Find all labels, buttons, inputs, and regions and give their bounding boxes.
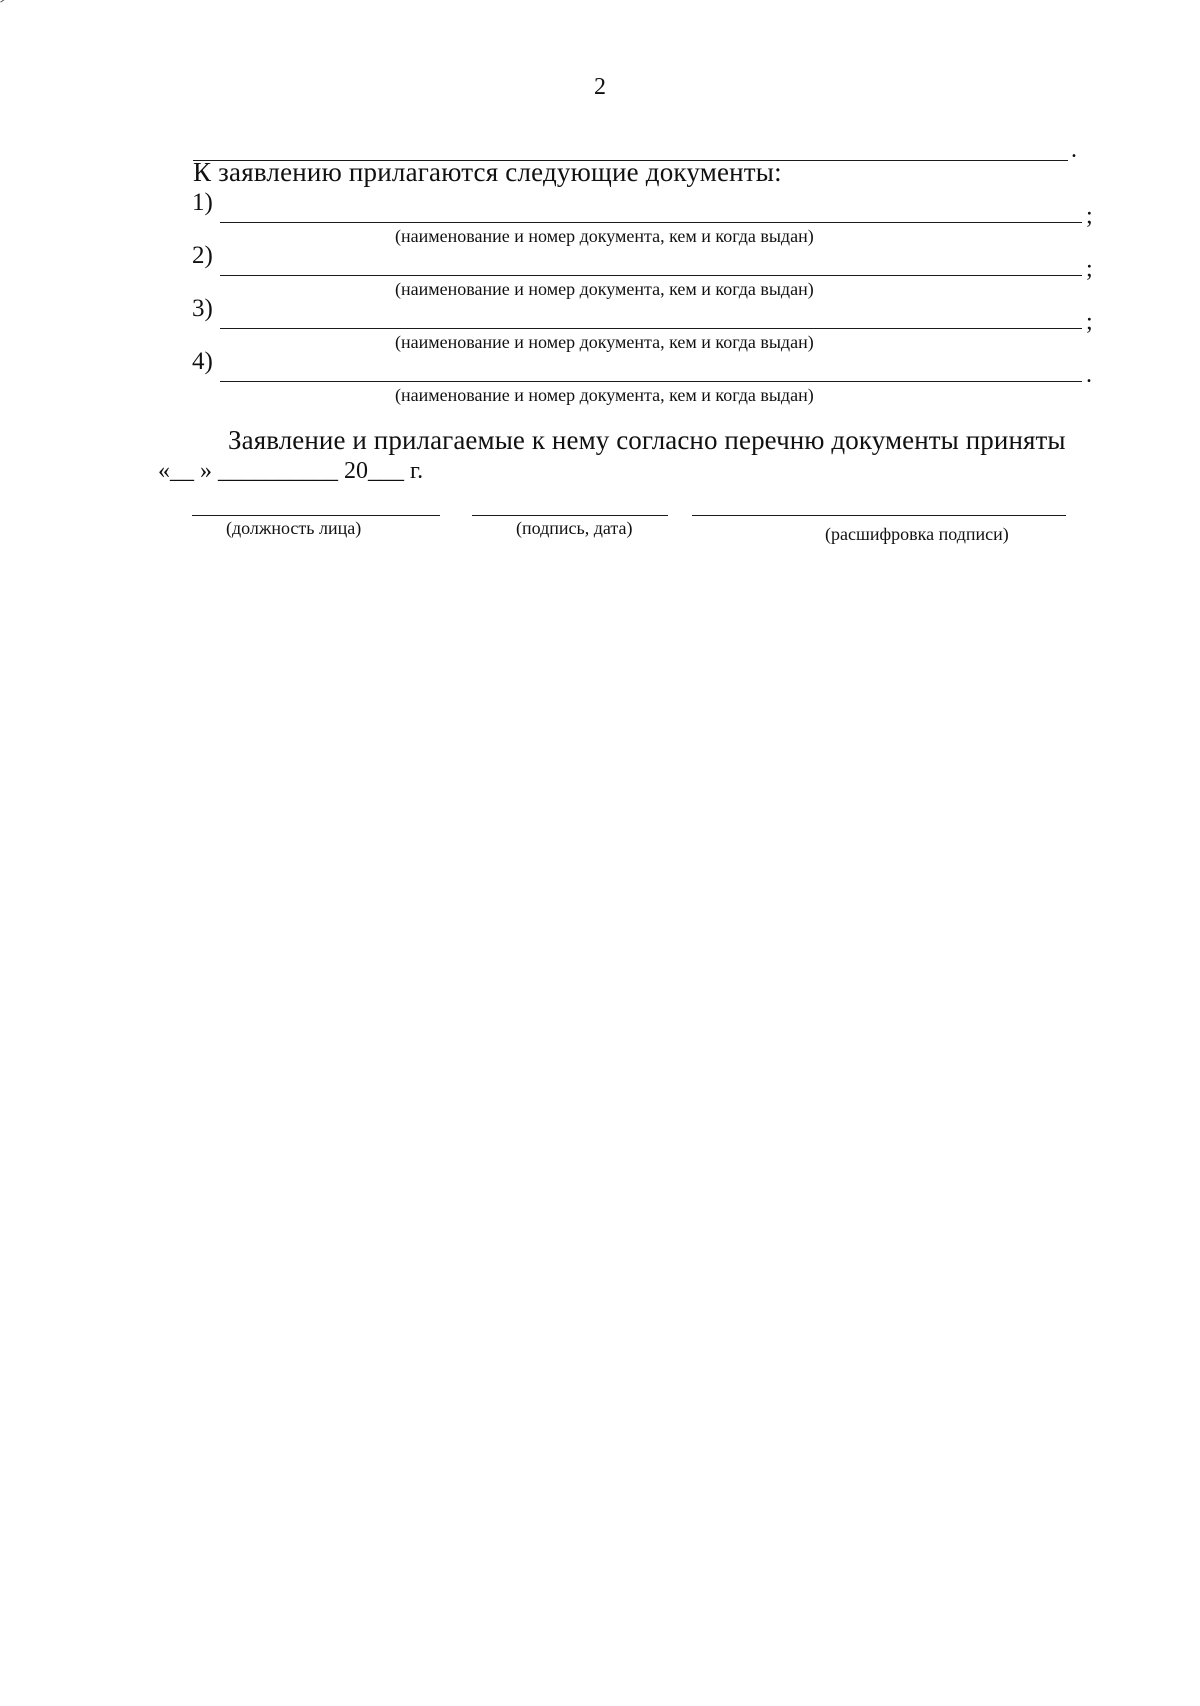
- attachment-caption-4: (наименование и номер документа, кем и когда выдан): [395, 385, 814, 405]
- acceptance-text: Заявление и прилагаемые к нему согласно перечню документы приняты: [228, 425, 1066, 455]
- attachment-line-1: [220, 222, 1082, 223]
- attachment-end-1: ;: [1086, 203, 1093, 229]
- attachment-end-3: ;: [1086, 309, 1093, 335]
- caption-signature: (подпись, дата): [516, 518, 633, 538]
- attachment-line-2: [220, 275, 1082, 276]
- top-line-end: .: [1071, 137, 1077, 163]
- attachment-line-3: [220, 328, 1082, 329]
- page-number: 2: [594, 74, 606, 100]
- attachment-number-1: 1): [192, 189, 213, 216]
- attachments-heading: К заявлению прилагаются следующие документы:: [193, 157, 782, 187]
- attachment-caption-2: (наименование и номер документа, кем и когда выдан): [395, 279, 814, 299]
- acceptance-date: «__ » __________ 20___ г.: [158, 458, 424, 484]
- attachment-number-4: 4): [192, 348, 213, 375]
- signature-line-position: [192, 515, 440, 516]
- attachment-end-4: .: [1086, 362, 1092, 388]
- caption-decoding: (расшифровка подписи): [825, 524, 1009, 544]
- attachment-number-3: 3): [192, 295, 213, 322]
- caption-position: (должность лица): [226, 518, 362, 538]
- attachment-end-2: ;: [1086, 256, 1093, 282]
- attachment-caption-1: (наименование и номер документа, кем и когда выдан): [395, 226, 814, 246]
- attachment-line-4: [220, 381, 1082, 382]
- signature-line-signature: [472, 515, 668, 516]
- attachment-caption-3: (наименование и номер документа, кем и когда выдан): [395, 332, 814, 352]
- signature-line-decoding: [692, 515, 1066, 516]
- stray-scan-mark: [0, 0, 5, 3]
- attachment-number-2: 2): [192, 242, 213, 269]
